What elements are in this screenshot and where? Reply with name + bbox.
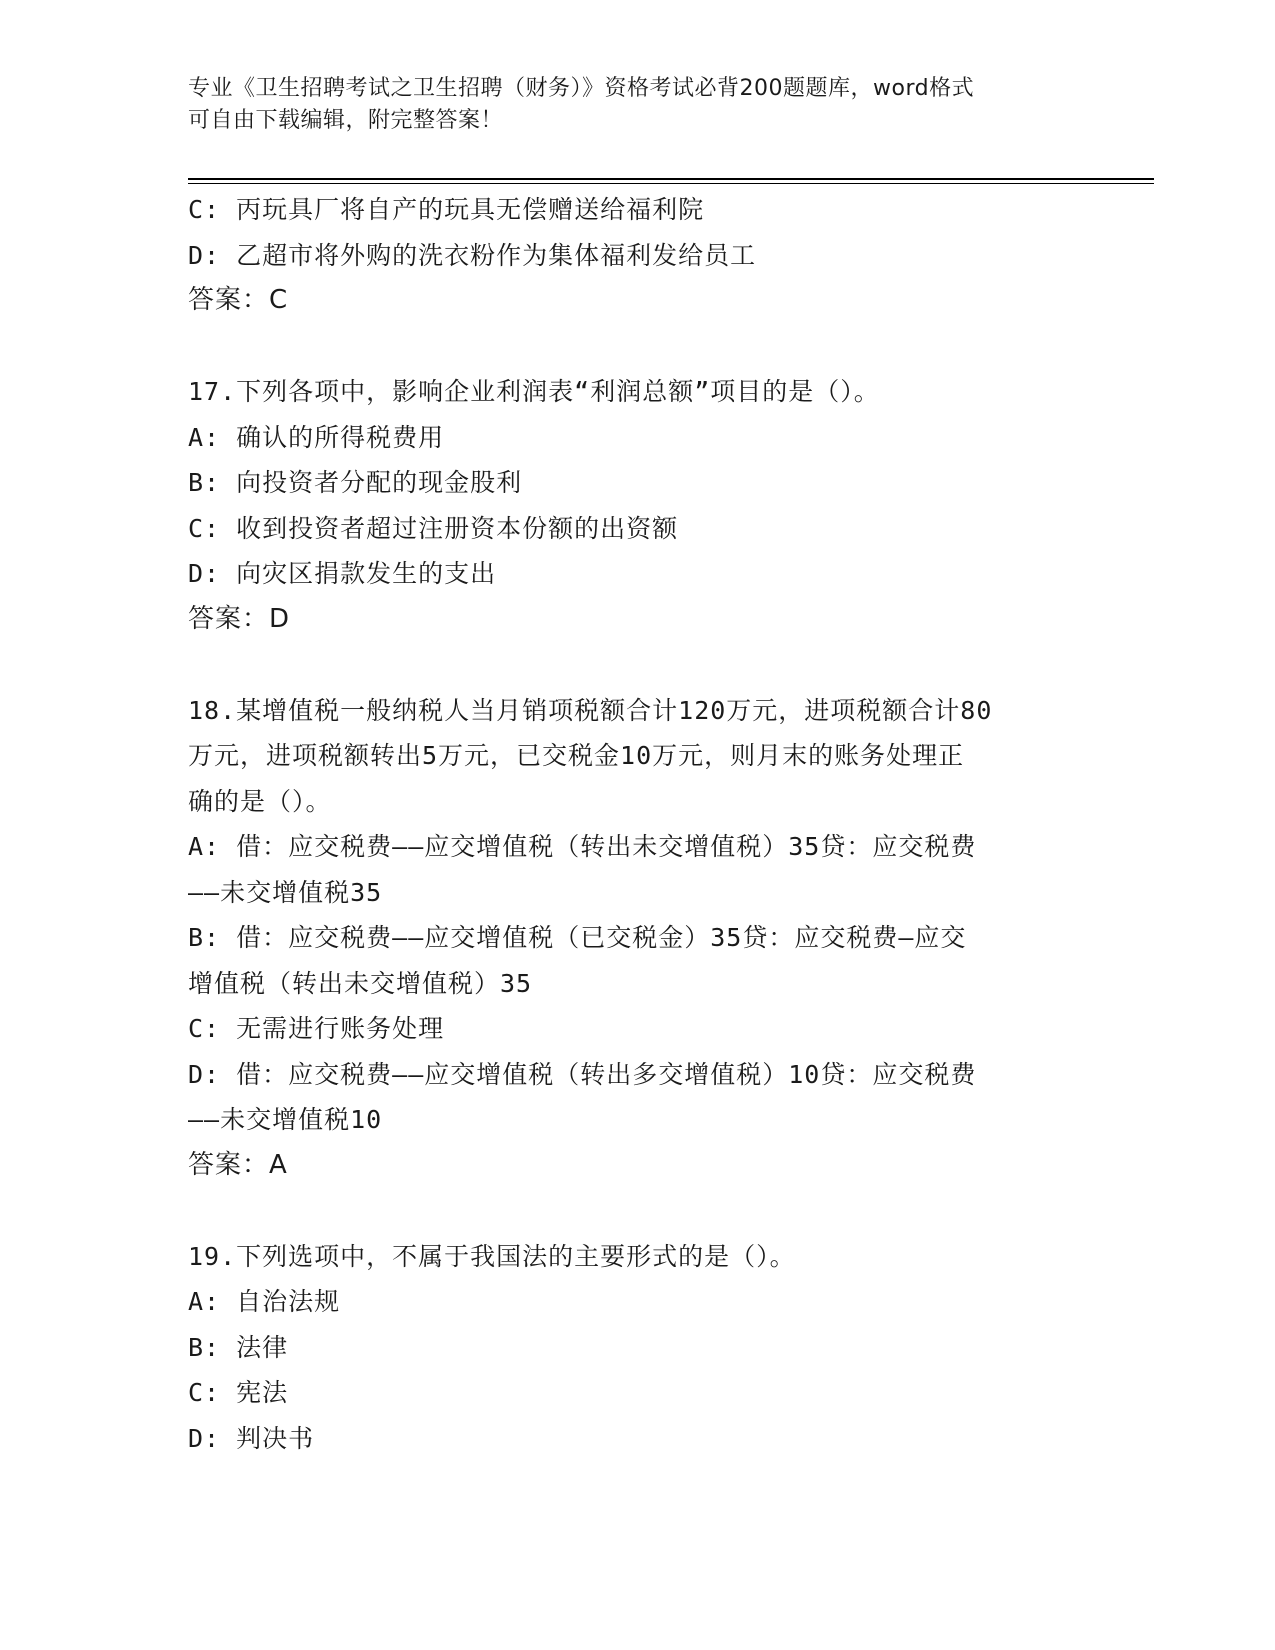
question-stem: 19.下列选项中，不属于我国法的主要形式的是（）。	[188, 1241, 796, 1271]
spacer	[188, 642, 1088, 688]
option-b-line-2: 增值税（转出未交增值税）35	[188, 968, 533, 998]
option-c: C: 无需进行账务处理	[188, 1014, 445, 1043]
option-c: C: 丙玩具厂将自产的玩具无偿赠送给福利院	[188, 195, 705, 224]
question-stem-line-1: 18.某增值税一般纳税人当月销项税额合计120万元，进项税额合计80	[188, 695, 993, 725]
option-d: D: 向灾区捐款发生的支出	[188, 559, 497, 588]
question-18	[188, 688, 1088, 1189]
question-17	[188, 369, 1088, 642]
header-title-line-2: 可自由下载编辑，附完整答案！	[188, 108, 504, 133]
option-d-line-1: D: 借：应交税费——应交增值税（转出多交增值税）10贷：应交税费	[188, 1059, 977, 1089]
answer: 答案：D	[188, 603, 291, 634]
option-b: B: 向投资者分配的现金股利	[188, 468, 523, 497]
question-19	[188, 1234, 1088, 1462]
option-a: A: 自治法规	[188, 1287, 341, 1316]
option-a: A: 确认的所得税费用	[188, 422, 445, 452]
answer: 答案：A	[188, 1149, 288, 1180]
option-a-line-2: ——未交增值税35	[188, 877, 383, 907]
option-a-line-1: A: 借：应交税费——应交增值税（转出未交增值税）35贷：应交税费	[188, 832, 977, 861]
question-list	[188, 187, 1088, 1461]
spacer	[188, 324, 1088, 370]
option-b: B: 法律	[188, 1332, 289, 1362]
spacer	[188, 1188, 1088, 1234]
option-c: C: 宪法	[188, 1378, 289, 1407]
option-c: C: 收到投资者超过注册资本份额的出资额	[188, 513, 679, 543]
header-title-line-1: 专业《卫生招聘考试之卫生招聘（财务）》资格考试必背200题题库，word格式	[188, 76, 975, 101]
question-16	[188, 187, 1088, 324]
question-stem-line-3: 确的是（）。	[188, 786, 332, 816]
question-stem: 17.下列各项中，影响企业利润表“利润总额”项目的是（）。	[188, 377, 880, 406]
document-header	[188, 73, 1088, 137]
question-stem-line-2: 万元，进项税额转出5万元，已交税金10万元，则月末的账务处理正	[188, 741, 965, 770]
option-d-line-2: ——未交增值税10	[188, 1105, 383, 1134]
option-d: D: 乙超市将外购的洗衣粉作为集体福利发给员工	[188, 240, 757, 270]
answer: 答案：C	[188, 285, 289, 315]
option-d: D: 判决书	[188, 1423, 315, 1453]
option-b-line-1: B: 借：应交税费——应交增值税（已交税金）35贷：应交税费—应交	[188, 923, 967, 952]
header-divider-thick	[188, 178, 1154, 180]
header-divider-thin	[188, 183, 1154, 184]
